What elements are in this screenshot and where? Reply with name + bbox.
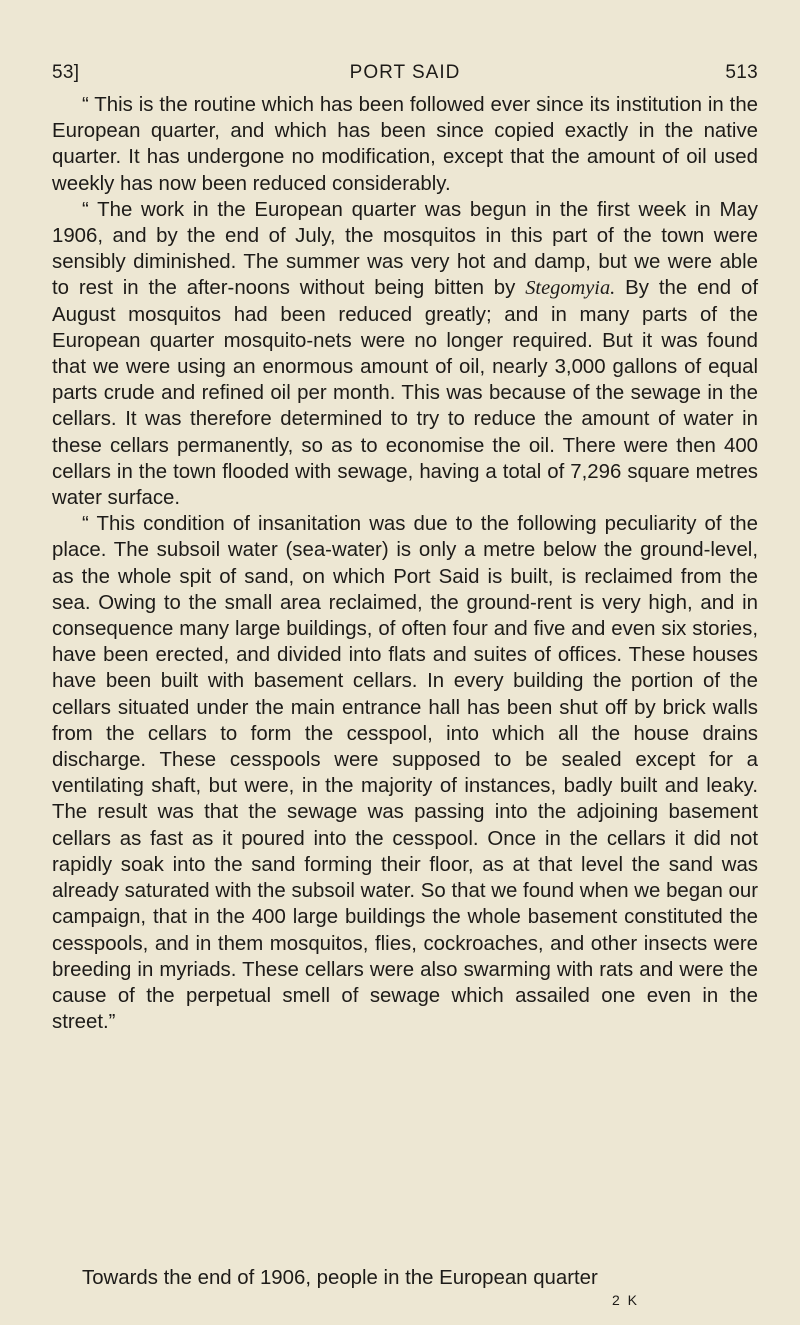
body-text bbox=[52, 92, 758, 1035]
chapter-number: 53] bbox=[52, 62, 80, 83]
species-name: Stegomyia. bbox=[525, 277, 616, 300]
paragraph-routine: “ This is the routine which has been followed ever since its institution in the European quarter, and which has been since copied exactly in the native quarter. It has undergone no modification, except that the amount of oil used weekly has now been reduced considerably. bbox=[52, 94, 758, 195]
running-header bbox=[52, 62, 758, 90]
page-number: 513 bbox=[725, 62, 758, 83]
paragraph-work-begun-text-b: By the end of August mosquitos had been reduced greatly; and in many parts of the European quarter mosquito-nets were no longer required. But it was found that we were using an enormous amount of oil, nearly 3,000 gallons of equal parts crude and refined oil per month. This was because of the sewage in the cellars. It was therefore determined to try to reduce the amount of water in these cellars permanently, so as to economise the oil. There were then 400 cellars in the town flooded with sewage, having a total of 7,296 square metres water surface. bbox=[52, 277, 758, 510]
paragraph-work-begun-text-a: “ The work in the European quarter was begun in the first week in May 1906, and by the end of July, the mosquitos in this part of the town were sensibly diminished. The summer was very hot and damp, but we were able to rest in the after-noons without being bitten by bbox=[52, 198, 758, 300]
closing-line: Towards the end of 1906, people in the European quarter bbox=[82, 1267, 598, 1289]
signature-mark: 2 K bbox=[612, 1292, 640, 1308]
running-title: PORT SAID bbox=[349, 62, 461, 83]
paragraph-insanitation: “ This condition of insanitation was due to the following peculiarity of the place. The subsoil water (sea-water) is only a metre below the ground-level, as the whole spit of sand, on which Port Said is built, is reclaimed from the sea. Owing to the small area reclaimed, the ground-rent is very high, and in consequence many large buildings, of often four and five and even six stories, have been erected, and divided into flats and suites of offices. These houses have been built with basement cellars. In every building the portion of the cellars situated under the main entrance hall has been shut off by brick walls from the cellars to form the cesspool, into which all the house drains discharge. These cesspools were supposed to be sealed except for a ventilating shaft, but were, in the majority of instances, badly built and leaky. The result was that the sewage was passing into the adjoining basement cellars as fast as it poured into the cesspool. Once in the cellars it did not rapidly soak into the sand forming their floor, as at that level the sand was already saturated with the subsoil water. So that we found when we began our campaign, that in the 400 large buildings the whole basement constituted the cesspools, and in them mosquitos, flies, cockroaches, and other insects were breeding in myriads. These cellars were also swarming with rats and were the cause of the perpetual smell of sewage which assailed one even in the street.” bbox=[52, 513, 758, 1034]
paragraph-work-begun bbox=[52, 197, 758, 511]
